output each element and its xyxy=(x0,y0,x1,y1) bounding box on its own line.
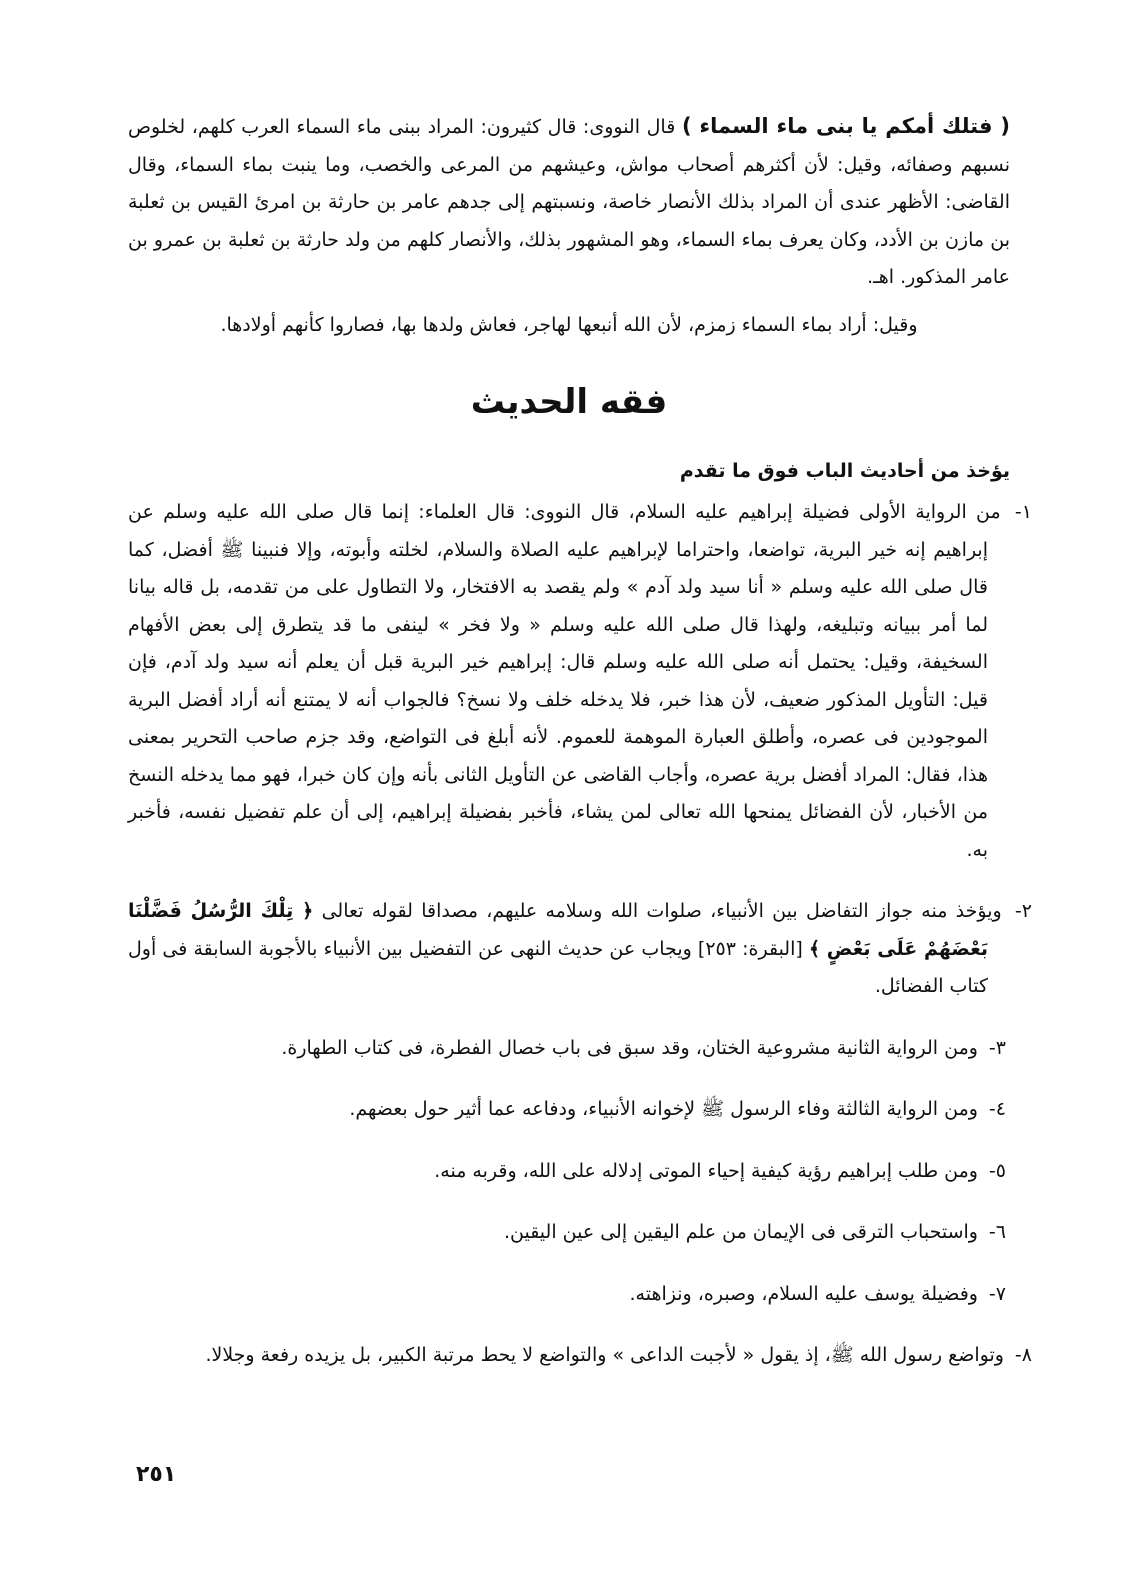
second-paragraph: وقيل: أراد بماء السماء زمزم، لأن الله أنبعها لهاجر، فعاش ولدها بها، فصاروا كأنهم أولادها. xyxy=(220,313,918,336)
item-text: وتواضع رسول الله ﷺ، إذ يقول « لأجبت الداعى » والتواضع لا يحط مرتبة الكبير، بل يزيده رفعة وجلالا. xyxy=(205,1344,1004,1366)
page-body xyxy=(128,108,1032,1385)
item-text: واستحباب الترقى فى الإيمان من علم اليقين إلى عين اليقين. xyxy=(503,1221,978,1243)
intro-paragraph xyxy=(128,108,1010,297)
list-item-4: ٤- ومن الرواية الثالثة وفاء الرسول ﷺ لإخوانه الأنبياء، ودفاعه عما أثير حول بعضهم. xyxy=(349,1098,1006,1120)
list-item-3: ٣- ومن الرواية الثانية مشروعية الختان، وقد سبق فى باب خصال الفطرة، فى كتاب الطهارة. xyxy=(281,1036,1006,1059)
list-item-7: ٧- وفضيلة يوسف عليه السلام، وصبره، ونزاهته. xyxy=(629,1282,1006,1305)
item-text: ومن الرواية الثانية مشروعية الختان، وقد سبق فى باب خصال الفطرة، فى كتاب الطهارة. xyxy=(281,1036,978,1059)
list-item-1: ١- من الرواية الأولى فضيلة إبراهيم عليه السلام، قال النووى: قال العلماء: إنما قال صلى الله عليه وسلم عن إبراهيم إنه خير البرية، تواضعا، واحتراما لإبراهيم عليه الصلاة والسلام، لخلته وأبوته، وإلا فنبينا ﷺ أفضل، كما قال صلى الله عليه وسلم « أنا سيد ولد آدم » ولم يقصد به الافتخار، ولا التطاول على من تقدمه، بل قاله بيانا لما أمر ببيانه وتبليغه، ولهذا قال صلى الله عليه وسلم « ولا فخر » لينفى ما قد يتطرق إلى بعض الأفهام السخيفة، وقيل: يحتمل أنه صلى الله عليه وسلم قال: إبراهيم خير البرية قبل أن يعلم أنه سيد ولد آدم، فإن قيل: التأويل المذكور ضعيف، لأن هذا خبر، فلا يدخله خلف ولا نسخ؟ فالجواب أنه لا يمتنع أنه أراد أفضل البرية الموجودين فى عصره، وأطلق العبارة الموهمة للعموم. لأنه أبلغ فى التواضع، وقد جزم صاحب التحرير بمعنى هذا، فقال: المراد أفضل برية عصره، وأجاب القاضى عن التأويل الثانى بأنه وإن كان خبرا، فهو مما يدخله النسخ من الأخبار، لأن الفضائل يمنحها الله تعالى لمن يشاء، فأخبر بفضيلة إبراهيم، إلى أن علم تفضيل نفسه، فأخبر به. xyxy=(128,501,1032,861)
item-text: ومن الرواية الثالثة وفاء الرسول ﷺ لإخوانه الأنبياء، ودفاعه عما أثير حول بعضهم. xyxy=(349,1098,978,1120)
item-text-after: [البقرة: ٢٥٣] ويجاب عن حديث النهى عن التفضيل بين الأنبياء بالأجوبة السابقة فى أول كتاب الفضائل. xyxy=(128,937,988,997)
quran-verse: ﴿ تِلْكَ الرُّسُلُ فَضَّلْنَا بَعْضَهُمْ عَلَى بَعْضٍ ﴾ xyxy=(128,900,988,960)
list-item-8: ٨- وتواضع رسول الله ﷺ، إذ يقول « لأجبت الداعى » والتواضع لا يحط مرتبة الكبير، بل يزيده رفعة وجلالا. xyxy=(205,1344,1032,1366)
hadith-quote: ( فتلك أمكم يا بنى ماء السماء ) xyxy=(681,114,1010,138)
intro-text: قال النووى: قال كثيرون: المراد ببنى ماء السماء العرب كلهم، لخلوص نسبهم وصفائه، وقيل: لأن أكثرهم أصحاب مواش، وعيشهم من المرعى والخصب، وما ينبت بماء السماء، وقال القاضى: الأظهر عندى أن المراد بذلك الأنصار خاصة، ونسبتهم إلى جدهم عامر بن حارثة بن امرئ القيس بن ثعلبة بن مازن بن الأدد، وكان يعرف بماء السماء، وهو المشهور بذلك، والأنصار كلهم من ولد حارثة بن ثعلبة بن عمرو بن عامر المذكور. اهـ. xyxy=(128,116,1010,288)
page-number: ٢٥١ xyxy=(136,1462,177,1487)
item-text: من الرواية الأولى فضيلة إبراهيم عليه السلام، قال النووى: قال العلماء: إنما قال صلى الله عليه وسلم عن إبراهيم إنه خير البرية، تواضعا، واحتراما لإبراهيم عليه الصلاة والسلام، لخلته وأبوته، وإلا فنبينا ﷺ أفضل، كما قال صلى الله عليه وسلم « أنا سيد ولد آدم » ولم يقصد به الافتخار، ولا التطاول على من تقدمه، بل قاله بيانا لما أمر ببيانه وتبليغه، ولهذا قال صلى الله عليه وسلم « ولا فخر » لينفى ما قد يتطرق إلى بعض الأفهام السخيفة، وقيل: يحتمل أنه صلى الله عليه وسلم قال: إبراهيم خير البرية قبل أن يعلم أنه سيد ولد آدم، فإن قيل: التأويل المذكور ضعيف، لأن هذا خبر، فلا يدخله خلف ولا نسخ؟ فالجواب أنه لا يمتنع أنه أراد أفضل البرية الموجودين فى عصره، وأطلق العبارة الموهمة للعموم. لأنه أبلغ فى التواضع، وقد جزم صاحب التحرير بمعنى هذا، فقال: المراد أفضل برية عصره، وأجاب القاضى عن التأويل الثانى بأنه وإن كان خبرا، فهو مما يدخله النسخ من الأخبار، لأن الفضائل يمنحها الله تعالى لمن يشاء، فأخبر بفضيلة إبراهيم، إلى أن علم تفضيل نفسه، فأخبر به. xyxy=(128,501,1001,861)
item-text: ومن طلب إبراهيم رؤية كيفية إحياء الموتى إدلاله على الله، وقربه منه. xyxy=(434,1159,978,1182)
item-text: وفضيلة يوسف عليه السلام، وصبره، ونزاهته. xyxy=(629,1282,978,1305)
section-heading: فقه الحديث xyxy=(470,382,668,422)
list-item-6: ٦- واستحباب الترقى فى الإيمان من علم اليقين إلى عين اليقين. xyxy=(503,1221,1006,1243)
item-text: ويؤخذ منه جواز التفاضل بين الأنبياء، صلوات الله وسلامه عليهم، مصداقا لقوله تعالى xyxy=(313,900,1002,922)
list-item-5: ٥- ومن طلب إبراهيم رؤية كيفية إحياء الموتى إدلاله على الله، وقربه منه. xyxy=(434,1159,1006,1182)
section-subheading: يؤخذ من أحاديث الباب فوق ما تقدم xyxy=(679,460,1010,482)
list-item-2: ٢- ويؤخذ منه جواز التفاضل بين الأنبياء، صلوات الله وسلامه عليهم، مصداقا لقوله تعالى ﴿ تِلْكَ الرُّسُلُ فَضَّلْنَا بَعْضَهُمْ عَلَى بَعْضٍ ﴾ [البقرة: ٢٥٣] ويجاب عن حديث النهى عن التفضيل بين الأنبياء بالأجوبة السابقة فى أول كتاب الفضائل. xyxy=(128,900,1032,997)
